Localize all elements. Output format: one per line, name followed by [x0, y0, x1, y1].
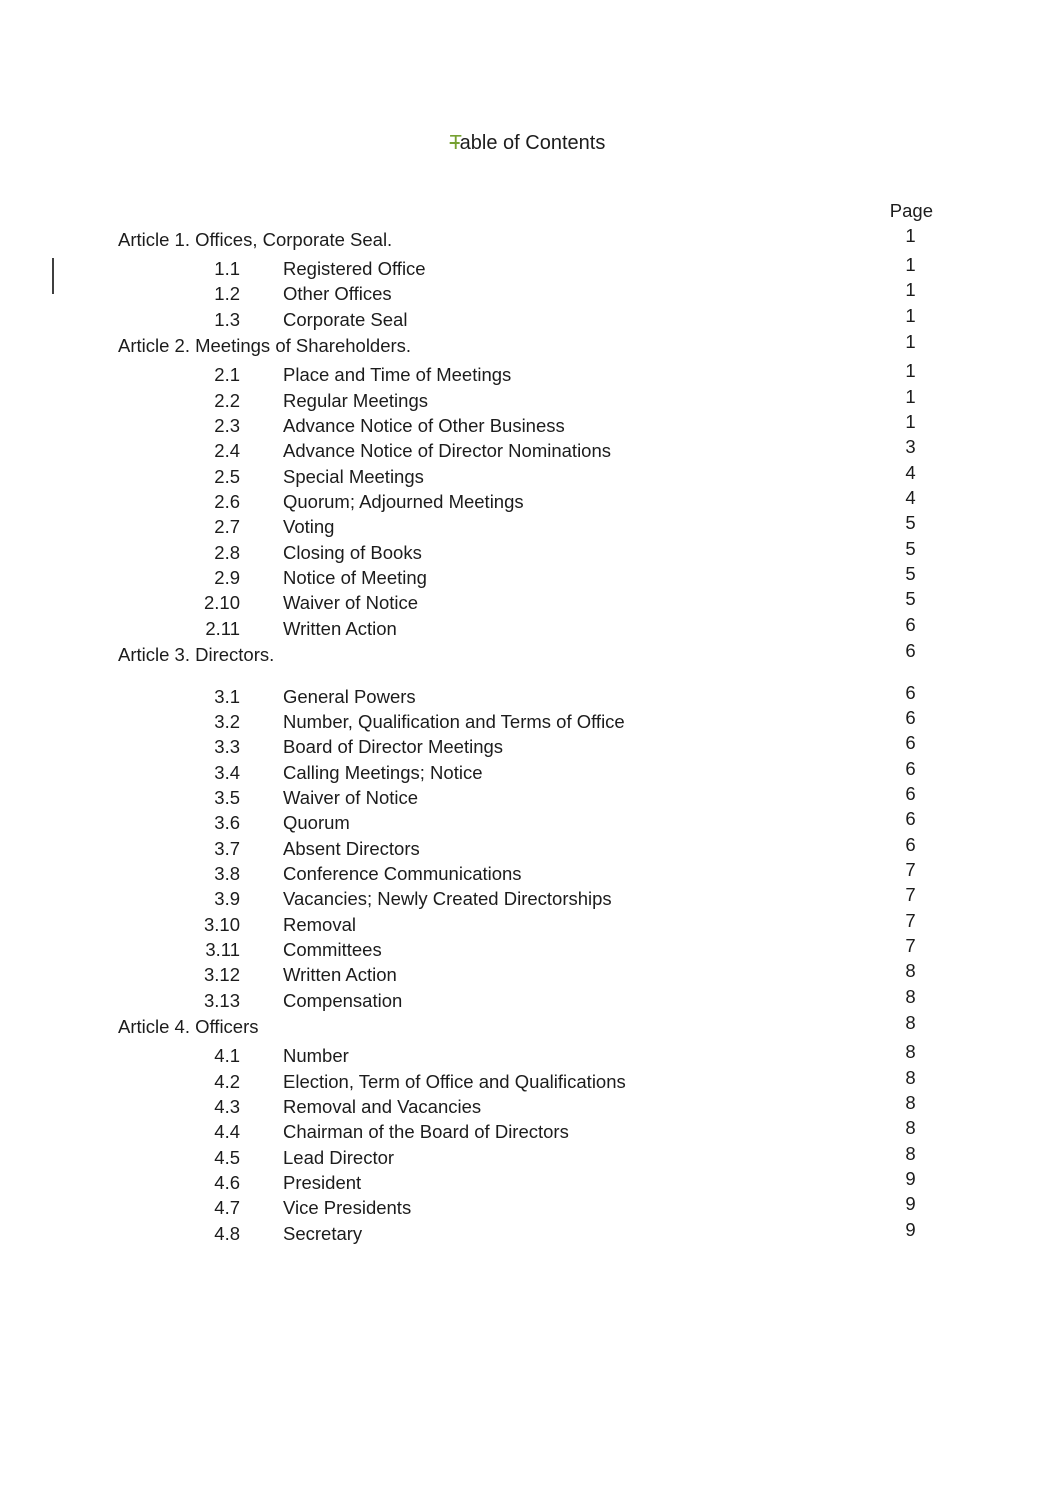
section-title: Number, Qualification and Terms of Office	[283, 710, 625, 732]
section-title: President	[283, 1172, 362, 1194]
document-title-text: able of Contents	[459, 132, 606, 154]
toc-section-row[interactable]	[118, 1117, 933, 1145]
section-number: 3.6	[214, 812, 240, 834]
page-number: 6	[905, 640, 916, 662]
page-number: 6	[905, 782, 916, 804]
page-number: 4	[905, 461, 916, 483]
section-number: 3.7	[214, 837, 240, 859]
page-number: 6	[905, 732, 916, 754]
section-title: Conference Communications	[283, 862, 522, 884]
toc-section-row[interactable]	[118, 1066, 933, 1094]
section-number: 2.5	[214, 465, 240, 487]
section-title: Vacancies; Newly Created Directorships	[283, 888, 612, 910]
section-title: Closing of Books	[283, 541, 422, 563]
page-number: 6	[905, 833, 916, 855]
section-title: Regular Meetings	[283, 389, 428, 411]
section-number: 3.2	[214, 710, 240, 732]
section-number: 2.7	[214, 516, 240, 538]
page-number: 9	[905, 1168, 916, 1190]
section-title: Advance Notice of Director Nominations	[283, 440, 612, 462]
toc-article-row[interactable]	[118, 224, 933, 252]
article-label: Article 2. Meetings of Shareholders.	[118, 335, 412, 357]
section-title: Corporate Seal	[283, 308, 408, 330]
page-number: 6	[905, 681, 916, 703]
toc-section-row[interactable]	[118, 436, 933, 464]
section-number: 1.3	[214, 308, 240, 330]
section-number: 4.4	[214, 1121, 240, 1143]
section-number: 2.3	[214, 415, 240, 437]
section-title: Absent Directors	[283, 837, 420, 859]
toc-section-row[interactable]	[118, 1170, 933, 1195]
page-number: 1	[905, 385, 916, 407]
toc-section-row[interactable]	[118, 613, 933, 641]
page-number: 7	[905, 934, 916, 956]
toc-section-row[interactable]	[118, 512, 933, 540]
toc-section-row[interactable]	[118, 1142, 933, 1170]
toc-section-row[interactable]	[118, 858, 933, 886]
section-title: Waiver of Notice	[283, 592, 419, 614]
section-number: 3.5	[214, 786, 240, 808]
page-number: 1	[905, 304, 916, 326]
section-number: 1.2	[214, 283, 240, 305]
toc-article-row[interactable]	[118, 640, 933, 668]
page-number: 5	[905, 588, 916, 610]
toc-section-row[interactable]	[118, 833, 933, 861]
section-title: Special Meetings	[283, 465, 424, 487]
page-number: 8	[905, 1092, 916, 1114]
toc-section-row[interactable]	[118, 808, 933, 836]
section-number: 3.12	[203, 964, 240, 986]
section-number: 3.1	[214, 685, 240, 707]
section-number: 3.4	[214, 761, 240, 783]
section-title: Written Action	[283, 617, 397, 639]
toc-section-row[interactable]	[118, 706, 933, 734]
section-title: Number	[283, 1045, 349, 1067]
toc-section-row[interactable]	[118, 537, 933, 565]
toc-section-row[interactable]	[118, 1193, 933, 1221]
section-title: Quorum	[283, 812, 350, 834]
toc-section-row[interactable]	[118, 588, 933, 616]
section-title: Waiver of Notice	[283, 786, 419, 808]
change-bar	[52, 258, 54, 294]
page-number: 7	[905, 858, 916, 880]
page-number: 8	[905, 960, 916, 982]
section-title: Vice Presidents	[283, 1197, 412, 1219]
section-title: Calling Meetings; Notice	[283, 761, 483, 783]
document-title	[0, 131, 1055, 155]
article-label: Article 3. Directors.	[118, 644, 275, 666]
toc-section-row[interactable]	[118, 934, 933, 962]
page-number: 8	[905, 1011, 916, 1033]
toc-article-row[interactable]	[118, 333, 933, 358]
toc-section-row[interactable]	[118, 1094, 933, 1119]
section-number: 3.13	[203, 989, 240, 1011]
page-number: 5	[905, 537, 916, 559]
toc-section-row[interactable]	[118, 782, 933, 810]
document-page	[0, 131, 1055, 1496]
section-title: Other Offices	[283, 283, 392, 305]
toc-section-row[interactable]	[118, 1218, 933, 1246]
section-title: Removal	[283, 913, 356, 935]
toc-section-row[interactable]	[118, 1041, 933, 1069]
section-title: Election, Term of Office and Qualifications	[283, 1070, 626, 1092]
page-number: 8	[905, 1066, 916, 1088]
section-number: 2.8	[214, 541, 240, 563]
toc-section-row[interactable]	[118, 385, 933, 413]
page-number: 1	[905, 331, 916, 353]
section-number: 4.3	[214, 1096, 240, 1118]
toc-section-row[interactable]	[118, 681, 933, 709]
section-title: Committees	[283, 938, 382, 960]
page-number: 7	[905, 884, 916, 906]
section-title: Advance Notice of Other Business	[283, 415, 565, 437]
toc-section-row[interactable]	[118, 565, 933, 590]
section-number: 2.1	[214, 364, 240, 386]
section-title: Registered Office	[283, 258, 426, 280]
section-number: 2.10	[203, 592, 240, 614]
section-number: 4.2	[214, 1070, 240, 1092]
toc-section-row[interactable]	[118, 461, 933, 489]
section-number: 4.8	[214, 1222, 240, 1244]
toc-section-row[interactable]	[118, 985, 933, 1013]
toc-section-row[interactable]	[118, 960, 933, 988]
toc-article-row[interactable]	[118, 1011, 933, 1039]
page-number: 4	[905, 487, 916, 509]
section-number: 2.4	[214, 440, 240, 462]
page-number: 1	[905, 411, 916, 433]
page-number: 8	[905, 1142, 916, 1164]
toc-section-row[interactable]	[118, 256, 933, 281]
toc-section-row[interactable]	[118, 732, 933, 760]
toc-section-row[interactable]	[118, 909, 933, 937]
section-title: Notice of Meeting	[283, 567, 427, 589]
page-number: 1	[905, 360, 916, 382]
section-title: Secretary	[283, 1222, 363, 1244]
section-number: 2.6	[214, 491, 240, 513]
section-number: 4.7	[214, 1197, 240, 1219]
toc-section-row[interactable]	[118, 360, 933, 388]
section-title: Quorum; Adjourned Meetings	[283, 491, 524, 513]
page-number: 8	[905, 1117, 916, 1139]
section-title: Place and Time of Meetings	[283, 364, 512, 386]
toc-section-row[interactable]	[118, 489, 933, 514]
section-title: General Powers	[283, 685, 416, 707]
page-number: 6	[905, 757, 916, 779]
toc-section-row[interactable]	[118, 304, 933, 332]
page-number: 8	[905, 1041, 916, 1063]
section-title: Written Action	[283, 964, 397, 986]
page-number: 1	[905, 279, 916, 301]
section-number: 3.10	[203, 913, 240, 935]
toc-list	[0, 224, 1055, 1246]
section-number: 3.8	[214, 862, 240, 884]
section-number: 1.1	[214, 258, 240, 280]
toc-section-row[interactable]	[118, 884, 933, 912]
page-column-header: Page	[889, 200, 933, 221]
tracked-deletion-text: T	[449, 132, 460, 154]
toc-section-row[interactable]	[118, 757, 933, 785]
section-number: 2.9	[214, 567, 240, 589]
section-number: 4.5	[214, 1146, 240, 1168]
page-number: 7	[905, 909, 916, 931]
section-title: Chairman of the Board of Directors	[283, 1121, 569, 1143]
section-title: Board of Director Meetings	[283, 736, 504, 758]
section-number: 4.6	[214, 1172, 240, 1194]
page-number: 5	[905, 563, 916, 585]
section-title: Lead Director	[283, 1146, 395, 1168]
page-number: 1	[905, 254, 916, 276]
section-number: 2.2	[214, 389, 240, 411]
page-number: 6	[905, 613, 916, 635]
page-number: 3	[905, 436, 916, 458]
section-number: 3.3	[214, 736, 240, 758]
section-number: 2.11	[205, 617, 240, 639]
page-number: 9	[905, 1193, 916, 1215]
page-number: 5	[905, 512, 916, 534]
section-number: 3.11	[205, 938, 240, 960]
section-title: Removal and Vacancies	[283, 1096, 482, 1118]
section-title: Voting	[283, 516, 335, 538]
page-number: 8	[905, 985, 916, 1007]
section-number: 4.1	[214, 1045, 240, 1067]
section-title: Compensation	[283, 989, 403, 1011]
page-number: 6	[905, 706, 916, 728]
page-number: 1	[905, 224, 916, 246]
page-number: 6	[905, 808, 916, 830]
article-label: Article 4. Officers	[118, 1015, 259, 1037]
toc-section-row[interactable]	[118, 279, 933, 307]
page-number: 9	[905, 1218, 916, 1240]
article-label: Article 1. Offices, Corporate Seal.	[118, 228, 393, 250]
section-number: 3.9	[214, 888, 240, 910]
toc-section-row[interactable]	[118, 413, 933, 438]
